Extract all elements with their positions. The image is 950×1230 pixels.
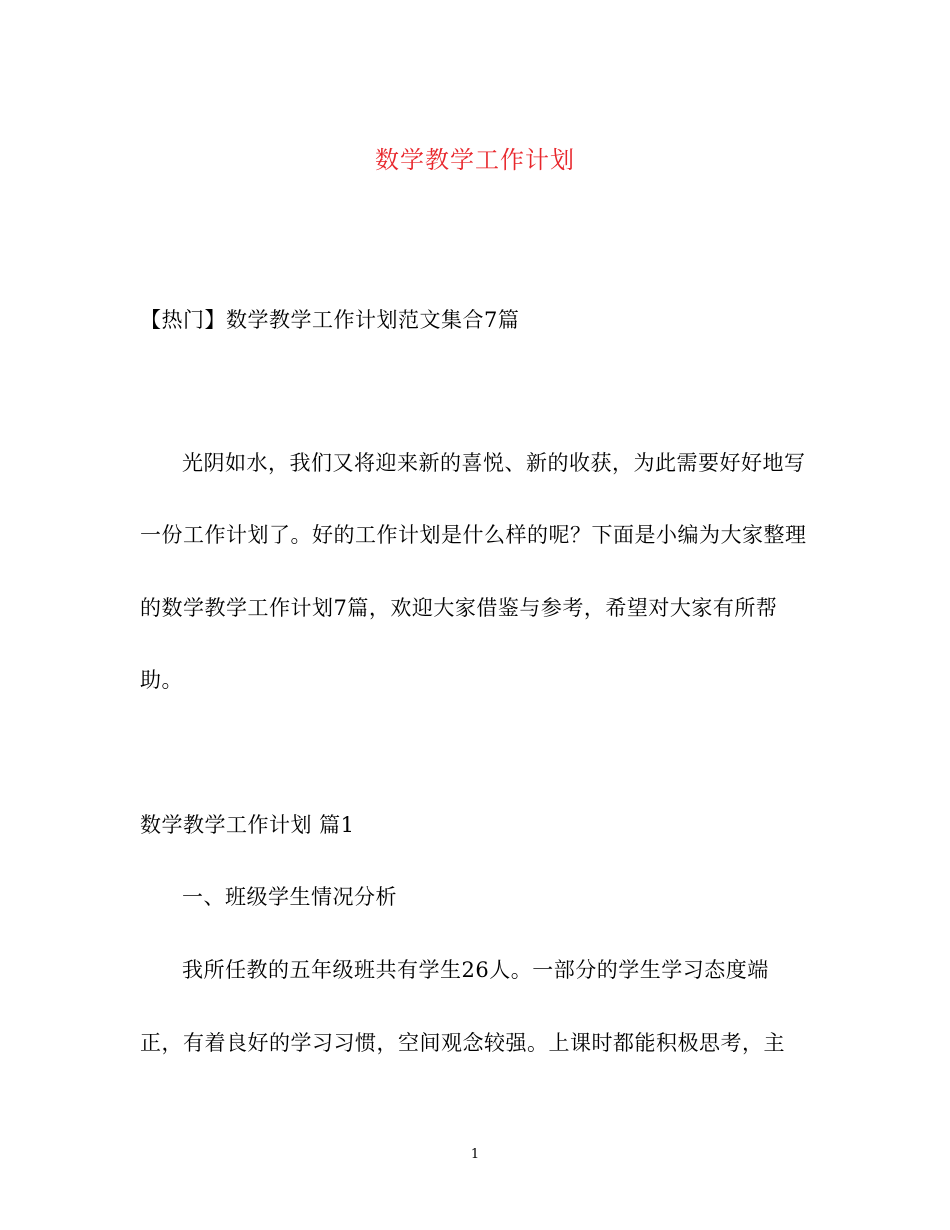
body-line-1: 我所任教的五年级班共有学生26人。一部分的学生学习态度端 bbox=[182, 958, 769, 982]
section-subheading: 一、班级学生情况分析 bbox=[182, 885, 397, 909]
document-title: 数学教学工作计划 bbox=[375, 146, 575, 174]
intro-line-2: 一份工作计划了。好的工作计划是什么样的呢？下面是小编为大家整理 bbox=[140, 523, 807, 547]
intro-line-4: 助。 bbox=[140, 668, 183, 692]
document-subtitle: 【热门】数学教学工作计划范文集合7篇 bbox=[140, 308, 520, 332]
page-number: 1 bbox=[470, 1147, 480, 1162]
section-heading: 数学教学工作计划 篇1 bbox=[140, 813, 355, 837]
body-line-2: 正，有着良好的学习习惯，空间观念较强。上课时都能积极思考，主 bbox=[140, 1031, 785, 1055]
intro-line-3: 的数学教学工作计划7篇，欢迎大家借鉴与参考，希望对大家有所帮 bbox=[140, 596, 778, 620]
intro-line-1: 光阴如水，我们又将迎来新的喜悦、新的收获，为此需要好好地写 bbox=[182, 451, 806, 475]
